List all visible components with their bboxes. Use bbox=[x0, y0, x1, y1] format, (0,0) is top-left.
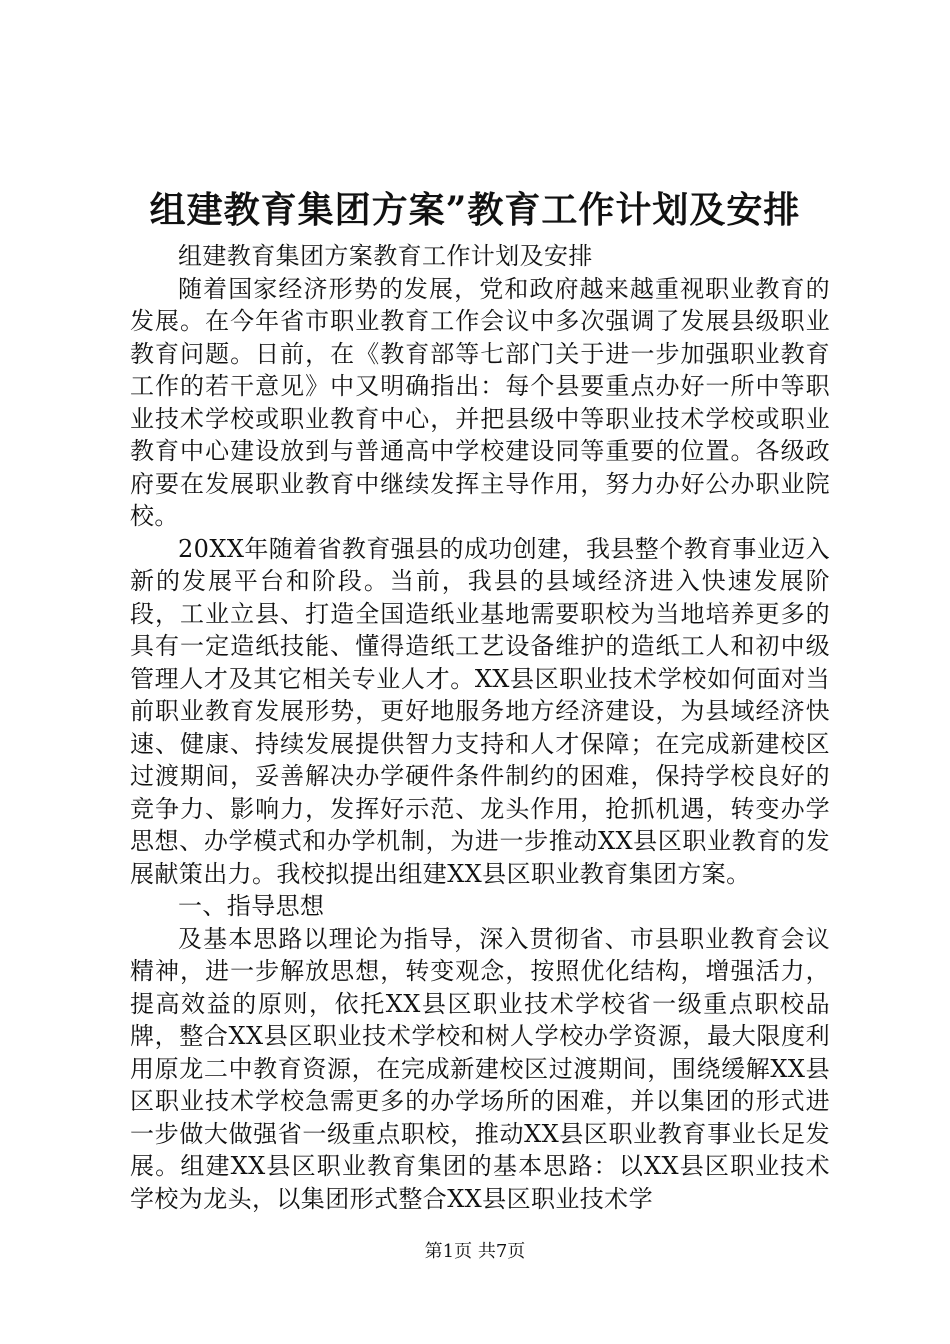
document-title: 组建教育集团方案”教育工作计划及安排 bbox=[149, 189, 801, 231]
document-body bbox=[130, 240, 830, 1215]
paragraph-background: 20XX年随着省教育强县的成功创建，我县整个教育事业迈入新的发展平台和阶段。当前，我县的县域经济进入快速发展阶段，工业立县、打造全国造纸业基地需要职校为当地培养更多的具有一定造纸技能、懂得造纸工艺设备维护的造纸工人和初中级管理人才及其它相关专业人才。XX县区职业技术学校如何面对当前职业教育发展形势，更好地服务地方经济建设，为县域经济快速、健康、持续发展提供智力支持和人才保障；在完成新建校区过渡期间，妥善解决办学硬件条件制约的困难，保持学校良好的竞争力、影响力，发挥好示范、龙头作用，抢抓机遇，转变办学思想、办学模式和办学机制，为进一步推动XX县区职业教育的发展献策出力。我校拟提出组建XX县区职业教育集团方案。 bbox=[130, 534, 830, 888]
section-heading-guiding-thought: 一、指导思想 bbox=[178, 892, 325, 920]
paragraph-basic-approach: 及基本思路以理论为指导，深入贯彻省、市县职业教育会议精神，进一步解放思想，转变观念，按照优化结构，增强活力，提高效益的原则，依托XX县区职业技术学校省一级重点职校品牌，整合XX县区职业技术学校和树人学校办学资源，最大限度利用原龙二中教育资源，在完成新建校区过渡期间，围绕缓解XX县区职业技术学校急需更多的办学场所的困难，并以集团的形式进一步做大做强省一级重点职校，推动XX县区职业教育事业长足发展。组建XX县区职业教育集团的基本思路：以XX县区职业技术学校为龙头，以集团形式整合XX县区职业技术学 bbox=[130, 924, 830, 1213]
paragraph-intro: 随着国家经济形势的发展，党和政府越来越重视职业教育的发展。在今年省市职业教育工作会议中多次强调了发展县级职业教育问题。日前，在《教育部等七部门关于进一步加强职业教育工作的若干意见》中又明确指出：每个县要重点办好一所中等职业技术学校或职业教育中心，并把县级中等职业技术学校或职业教育中心建设放到与普通高中学校建设同等重要的位置。各级政府要在发展职业教育中继续发挥主导作用，努力办好公办职业院校。 bbox=[130, 274, 830, 530]
paragraph-subtitle: 组建教育集团方案教育工作计划及安排 bbox=[178, 242, 593, 270]
page-number-footer: 第1页 共7页 bbox=[424, 1241, 526, 1262]
